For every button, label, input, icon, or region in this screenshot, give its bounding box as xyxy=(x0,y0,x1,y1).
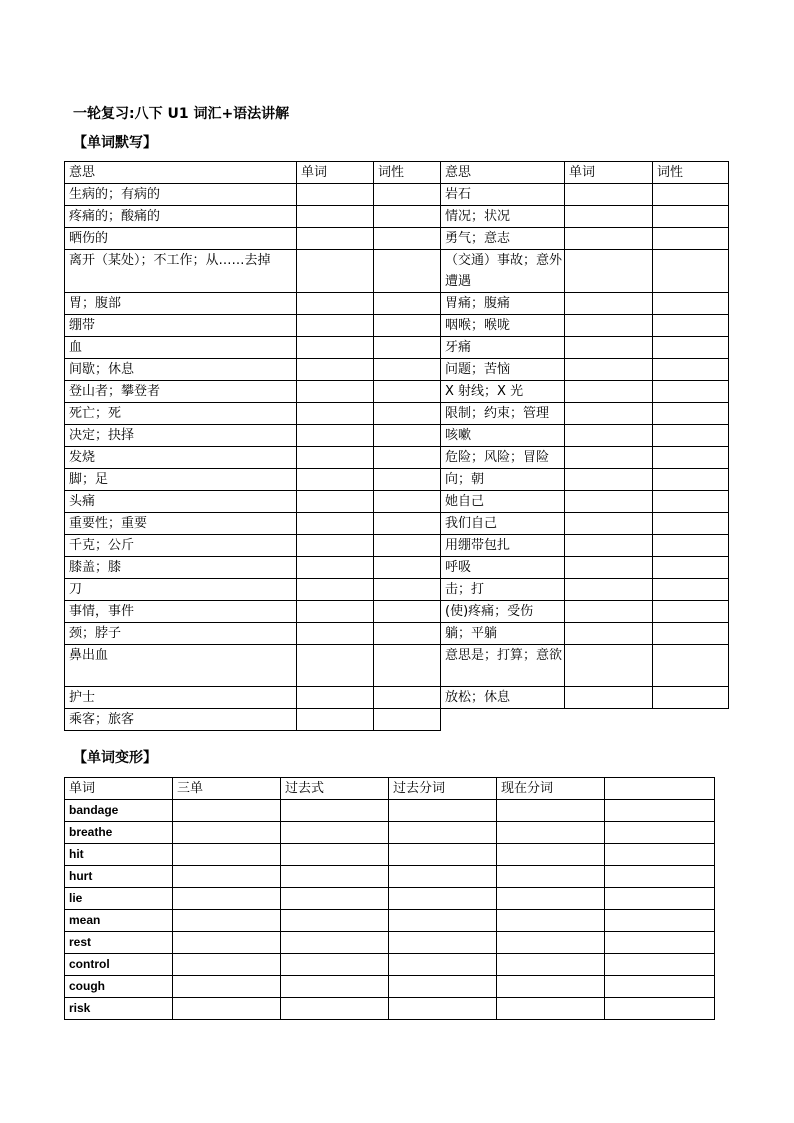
table-row xyxy=(65,822,715,844)
part-of-speech-answer-cell[interactable] xyxy=(374,513,441,535)
meaning-cell: 决定；抉择 xyxy=(65,425,297,447)
form-answer-cell[interactable] xyxy=(389,910,497,932)
form-answer-cell[interactable] xyxy=(389,976,497,998)
form-answer-cell[interactable] xyxy=(173,822,281,844)
meaning-cell: 情况；状况 xyxy=(441,206,565,228)
column-header: 过去分词 xyxy=(389,778,497,800)
part-of-speech-answer-cell[interactable] xyxy=(653,315,729,337)
part-of-speech-answer-cell[interactable] xyxy=(653,184,729,206)
column-header: 词性 xyxy=(374,162,441,184)
meaning-cell: 我们自己 xyxy=(441,513,565,535)
base-word-cell: hit xyxy=(65,844,173,866)
form-answer-cell[interactable] xyxy=(497,888,605,910)
part-of-speech-answer-cell[interactable] xyxy=(374,206,441,228)
form-answer-cell[interactable] xyxy=(497,822,605,844)
meaning-cell: 事情，事件 xyxy=(65,601,297,623)
word-answer-cell[interactable] xyxy=(565,315,653,337)
form-answer-cell[interactable] xyxy=(605,866,715,888)
word-forms-table xyxy=(64,777,715,1020)
word-answer-cell[interactable] xyxy=(297,184,374,206)
meaning-cell: (使)疼痛；受伤 xyxy=(441,601,565,623)
part-of-speech-answer-cell[interactable] xyxy=(653,250,729,293)
word-answer-cell[interactable] xyxy=(297,557,374,579)
meaning-cell: 脚；足 xyxy=(65,469,297,491)
form-answer-cell[interactable] xyxy=(173,844,281,866)
table-row xyxy=(65,403,729,425)
part-of-speech-answer-cell[interactable] xyxy=(653,557,729,579)
column-header: 单词 xyxy=(297,162,374,184)
part-of-speech-answer-cell[interactable] xyxy=(653,579,729,601)
form-answer-cell[interactable] xyxy=(173,888,281,910)
form-answer-cell[interactable] xyxy=(281,954,389,976)
part-of-speech-answer-cell[interactable] xyxy=(653,359,729,381)
section-title-vocabulary-dictation: 【单词默写】 xyxy=(73,135,157,151)
word-answer-cell[interactable] xyxy=(565,535,653,557)
meaning-cell: 间歇；休息 xyxy=(65,359,297,381)
word-answer-cell[interactable] xyxy=(565,403,653,425)
meaning-cell: 向；朝 xyxy=(441,469,565,491)
table-row xyxy=(65,228,729,250)
meaning-cell: 用绷带包扎 xyxy=(441,535,565,557)
part-of-speech-answer-cell[interactable] xyxy=(653,206,729,228)
form-answer-cell[interactable] xyxy=(605,998,715,1020)
part-of-speech-answer-cell[interactable] xyxy=(374,337,441,359)
meaning-cell: 呼吸 xyxy=(441,557,565,579)
form-answer-cell[interactable] xyxy=(173,866,281,888)
table-row xyxy=(65,866,715,888)
word-answer-cell[interactable] xyxy=(565,250,653,293)
base-word-cell: rest xyxy=(65,932,173,954)
word-answer-cell[interactable] xyxy=(297,687,374,709)
form-answer-cell[interactable] xyxy=(173,910,281,932)
form-answer-cell[interactable] xyxy=(389,844,497,866)
table-row xyxy=(65,709,729,731)
meaning-cell: （交通）事故；意外遭遇 xyxy=(441,250,565,293)
base-word-cell: control xyxy=(65,954,173,976)
word-answer-cell[interactable] xyxy=(565,425,653,447)
part-of-speech-answer-cell[interactable] xyxy=(653,381,729,403)
part-of-speech-answer-cell[interactable] xyxy=(374,381,441,403)
column-header: 过去式 xyxy=(281,778,389,800)
empty-cell xyxy=(441,709,729,731)
table-row xyxy=(65,535,729,557)
meaning-cell: 护士 xyxy=(65,687,297,709)
meaning-cell: 牙痛 xyxy=(441,337,565,359)
column-header: 意思 xyxy=(441,162,565,184)
table-header-row xyxy=(65,778,715,800)
table-row xyxy=(65,557,729,579)
word-answer-cell[interactable] xyxy=(297,425,374,447)
part-of-speech-answer-cell[interactable] xyxy=(374,359,441,381)
form-answer-cell[interactable] xyxy=(605,932,715,954)
part-of-speech-answer-cell[interactable] xyxy=(653,337,729,359)
table-row xyxy=(65,888,715,910)
form-answer-cell[interactable] xyxy=(497,932,605,954)
part-of-speech-answer-cell[interactable] xyxy=(653,491,729,513)
part-of-speech-answer-cell[interactable] xyxy=(374,645,441,687)
part-of-speech-answer-cell[interactable] xyxy=(653,228,729,250)
table-row xyxy=(65,425,729,447)
form-answer-cell[interactable] xyxy=(605,910,715,932)
section-title-word-forms: 【单词变形】 xyxy=(73,750,157,766)
meaning-cell: 问题；苦恼 xyxy=(441,359,565,381)
meaning-cell: 血 xyxy=(65,337,297,359)
part-of-speech-answer-cell[interactable] xyxy=(653,447,729,469)
form-answer-cell[interactable] xyxy=(173,800,281,822)
meaning-cell: 胃痛；腹痛 xyxy=(441,293,565,315)
word-answer-cell[interactable] xyxy=(565,645,653,687)
part-of-speech-answer-cell[interactable] xyxy=(374,579,441,601)
word-answer-cell[interactable] xyxy=(565,184,653,206)
table-row xyxy=(65,381,729,403)
form-answer-cell[interactable] xyxy=(281,866,389,888)
meaning-cell: 意思是；打算；意欲 xyxy=(441,645,565,687)
table-row xyxy=(65,184,729,206)
word-answer-cell[interactable] xyxy=(297,709,374,731)
table-row xyxy=(65,315,729,337)
meaning-cell: 发烧 xyxy=(65,447,297,469)
meaning-cell: 咳嗽 xyxy=(441,425,565,447)
part-of-speech-answer-cell[interactable] xyxy=(653,513,729,535)
form-answer-cell[interactable] xyxy=(389,998,497,1020)
column-header: 三单 xyxy=(173,778,281,800)
form-answer-cell[interactable] xyxy=(281,800,389,822)
table-row xyxy=(65,293,729,315)
meaning-cell: 限制；约束；管理 xyxy=(441,403,565,425)
part-of-speech-answer-cell[interactable] xyxy=(653,293,729,315)
meaning-cell: 击；打 xyxy=(441,579,565,601)
table-row xyxy=(65,910,715,932)
form-answer-cell[interactable] xyxy=(389,822,497,844)
table-row xyxy=(65,844,715,866)
form-answer-cell[interactable] xyxy=(605,800,715,822)
meaning-cell: 她自己 xyxy=(441,491,565,513)
meaning-cell: X 射线；X 光 xyxy=(441,381,565,403)
word-answer-cell[interactable] xyxy=(565,447,653,469)
part-of-speech-answer-cell[interactable] xyxy=(653,601,729,623)
word-answer-cell[interactable] xyxy=(297,535,374,557)
form-answer-cell[interactable] xyxy=(605,822,715,844)
column-header: 词性 xyxy=(653,162,729,184)
word-answer-cell[interactable] xyxy=(565,228,653,250)
word-answer-cell[interactable] xyxy=(565,579,653,601)
meaning-cell: 颈；脖子 xyxy=(65,623,297,645)
part-of-speech-answer-cell[interactable] xyxy=(374,687,441,709)
form-answer-cell[interactable] xyxy=(173,954,281,976)
part-of-speech-answer-cell[interactable] xyxy=(374,535,441,557)
table-row xyxy=(65,601,729,623)
word-answer-cell[interactable] xyxy=(297,315,374,337)
word-answer-cell[interactable] xyxy=(297,491,374,513)
part-of-speech-answer-cell[interactable] xyxy=(374,425,441,447)
word-answer-cell[interactable] xyxy=(565,513,653,535)
word-answer-cell[interactable] xyxy=(565,623,653,645)
meaning-cell: 头痛 xyxy=(65,491,297,513)
word-answer-cell[interactable] xyxy=(297,469,374,491)
meaning-cell: 重要性；重要 xyxy=(65,513,297,535)
table-row xyxy=(65,976,715,998)
word-answer-cell[interactable] xyxy=(297,645,374,687)
form-answer-cell[interactable] xyxy=(173,998,281,1020)
meaning-cell: 生病的；有病的 xyxy=(65,184,297,206)
base-word-cell: risk xyxy=(65,998,173,1020)
form-answer-cell[interactable] xyxy=(389,800,497,822)
part-of-speech-answer-cell[interactable] xyxy=(653,535,729,557)
base-word-cell: breathe xyxy=(65,822,173,844)
part-of-speech-answer-cell[interactable] xyxy=(653,469,729,491)
word-answer-cell[interactable] xyxy=(565,557,653,579)
part-of-speech-answer-cell[interactable] xyxy=(653,623,729,645)
part-of-speech-answer-cell[interactable] xyxy=(374,315,441,337)
form-answer-cell[interactable] xyxy=(497,866,605,888)
form-answer-cell[interactable] xyxy=(605,954,715,976)
form-answer-cell[interactable] xyxy=(497,976,605,998)
part-of-speech-answer-cell[interactable] xyxy=(374,250,441,293)
form-answer-cell[interactable] xyxy=(281,932,389,954)
table-row xyxy=(65,954,715,976)
form-answer-cell[interactable] xyxy=(605,888,715,910)
part-of-speech-answer-cell[interactable] xyxy=(374,469,441,491)
table-row xyxy=(65,623,729,645)
column-header: 现在分词 xyxy=(497,778,605,800)
form-answer-cell[interactable] xyxy=(281,998,389,1020)
meaning-cell: 死亡；死 xyxy=(65,403,297,425)
meaning-cell: 岩石 xyxy=(441,184,565,206)
form-answer-cell[interactable] xyxy=(497,844,605,866)
word-answer-cell[interactable] xyxy=(297,447,374,469)
form-answer-cell[interactable] xyxy=(389,932,497,954)
meaning-cell: 绷带 xyxy=(65,315,297,337)
word-answer-cell[interactable] xyxy=(297,206,374,228)
table-row xyxy=(65,800,715,822)
meaning-cell: 躺；平躺 xyxy=(441,623,565,645)
table-row xyxy=(65,206,729,228)
form-answer-cell[interactable] xyxy=(605,976,715,998)
table-row xyxy=(65,491,729,513)
table-row xyxy=(65,359,729,381)
document-title: 一轮复习:八下 U1 词汇+语法讲解 xyxy=(73,106,290,122)
form-answer-cell[interactable] xyxy=(497,998,605,1020)
word-answer-cell[interactable] xyxy=(297,403,374,425)
form-answer-cell[interactable] xyxy=(497,800,605,822)
word-answer-cell[interactable] xyxy=(565,337,653,359)
word-answer-cell[interactable] xyxy=(297,579,374,601)
form-answer-cell[interactable] xyxy=(281,976,389,998)
part-of-speech-answer-cell[interactable] xyxy=(374,293,441,315)
meaning-cell: 晒伤的 xyxy=(65,228,297,250)
table-row xyxy=(65,687,729,709)
word-answer-cell[interactable] xyxy=(565,359,653,381)
word-answer-cell[interactable] xyxy=(565,293,653,315)
part-of-speech-answer-cell[interactable] xyxy=(653,425,729,447)
word-answer-cell[interactable] xyxy=(297,381,374,403)
table-row xyxy=(65,932,715,954)
table-row xyxy=(65,579,729,601)
word-answer-cell[interactable] xyxy=(297,250,374,293)
table-row xyxy=(65,250,729,293)
meaning-cell: 乘客；旅客 xyxy=(65,709,297,731)
word-answer-cell[interactable] xyxy=(565,469,653,491)
part-of-speech-answer-cell[interactable] xyxy=(374,557,441,579)
form-answer-cell[interactable] xyxy=(281,822,389,844)
word-answer-cell[interactable] xyxy=(297,513,374,535)
word-answer-cell[interactable] xyxy=(297,359,374,381)
meaning-cell: 危险；风险；冒险 xyxy=(441,447,565,469)
word-answer-cell[interactable] xyxy=(297,293,374,315)
table-row xyxy=(65,513,729,535)
form-answer-cell[interactable] xyxy=(389,866,497,888)
base-word-cell: hurt xyxy=(65,866,173,888)
part-of-speech-answer-cell[interactable] xyxy=(374,228,441,250)
word-answer-cell[interactable] xyxy=(297,228,374,250)
meaning-cell: 胃；腹部 xyxy=(65,293,297,315)
form-answer-cell[interactable] xyxy=(389,888,497,910)
word-answer-cell[interactable] xyxy=(297,337,374,359)
base-word-cell: bandage xyxy=(65,800,173,822)
column-header: 意思 xyxy=(65,162,297,184)
word-answer-cell[interactable] xyxy=(565,381,653,403)
form-answer-cell[interactable] xyxy=(173,976,281,998)
form-answer-cell[interactable] xyxy=(605,844,715,866)
part-of-speech-answer-cell[interactable] xyxy=(374,491,441,513)
word-answer-cell[interactable] xyxy=(565,601,653,623)
part-of-speech-answer-cell[interactable] xyxy=(653,687,729,709)
word-answer-cell[interactable] xyxy=(565,491,653,513)
word-answer-cell[interactable] xyxy=(565,687,653,709)
table-row xyxy=(65,337,729,359)
form-answer-cell[interactable] xyxy=(389,954,497,976)
meaning-cell: 咽喉；喉咙 xyxy=(441,315,565,337)
column-header: 单词 xyxy=(565,162,653,184)
table-row xyxy=(65,469,729,491)
form-answer-cell[interactable] xyxy=(497,954,605,976)
part-of-speech-answer-cell[interactable] xyxy=(374,447,441,469)
word-answer-cell[interactable] xyxy=(297,601,374,623)
meaning-cell: 离开（某处）；不工作；从……去掉 xyxy=(65,250,297,293)
meaning-cell: 刀 xyxy=(65,579,297,601)
form-answer-cell[interactable] xyxy=(281,888,389,910)
part-of-speech-answer-cell[interactable] xyxy=(374,709,441,731)
form-answer-cell[interactable] xyxy=(173,932,281,954)
meaning-cell: 登山者；攀登者 xyxy=(65,381,297,403)
meaning-cell: 千克；公斤 xyxy=(65,535,297,557)
word-answer-cell[interactable] xyxy=(565,206,653,228)
form-answer-cell[interactable] xyxy=(281,844,389,866)
base-word-cell: cough xyxy=(65,976,173,998)
base-word-cell: mean xyxy=(65,910,173,932)
part-of-speech-answer-cell[interactable] xyxy=(374,403,441,425)
meaning-cell: 勇气；意志 xyxy=(441,228,565,250)
base-word-cell: lie xyxy=(65,888,173,910)
part-of-speech-answer-cell[interactable] xyxy=(653,403,729,425)
part-of-speech-answer-cell[interactable] xyxy=(653,645,729,687)
meaning-cell: 疼痛的；酸痛的 xyxy=(65,206,297,228)
vocabulary-dictation-table xyxy=(64,161,729,731)
meaning-cell: 膝盖；膝 xyxy=(65,557,297,579)
part-of-speech-answer-cell[interactable] xyxy=(374,601,441,623)
word-answer-cell[interactable] xyxy=(297,623,374,645)
meaning-cell: 放松；休息 xyxy=(441,687,565,709)
table-row xyxy=(65,998,715,1020)
column-header xyxy=(605,778,715,800)
column-header: 单词 xyxy=(65,778,173,800)
part-of-speech-answer-cell[interactable] xyxy=(374,623,441,645)
meaning-cell: 鼻出血 xyxy=(65,645,297,687)
form-answer-cell[interactable] xyxy=(281,910,389,932)
table-row xyxy=(65,645,729,687)
form-answer-cell[interactable] xyxy=(497,910,605,932)
part-of-speech-answer-cell[interactable] xyxy=(374,184,441,206)
table-row xyxy=(65,447,729,469)
table-header-row xyxy=(65,162,729,184)
